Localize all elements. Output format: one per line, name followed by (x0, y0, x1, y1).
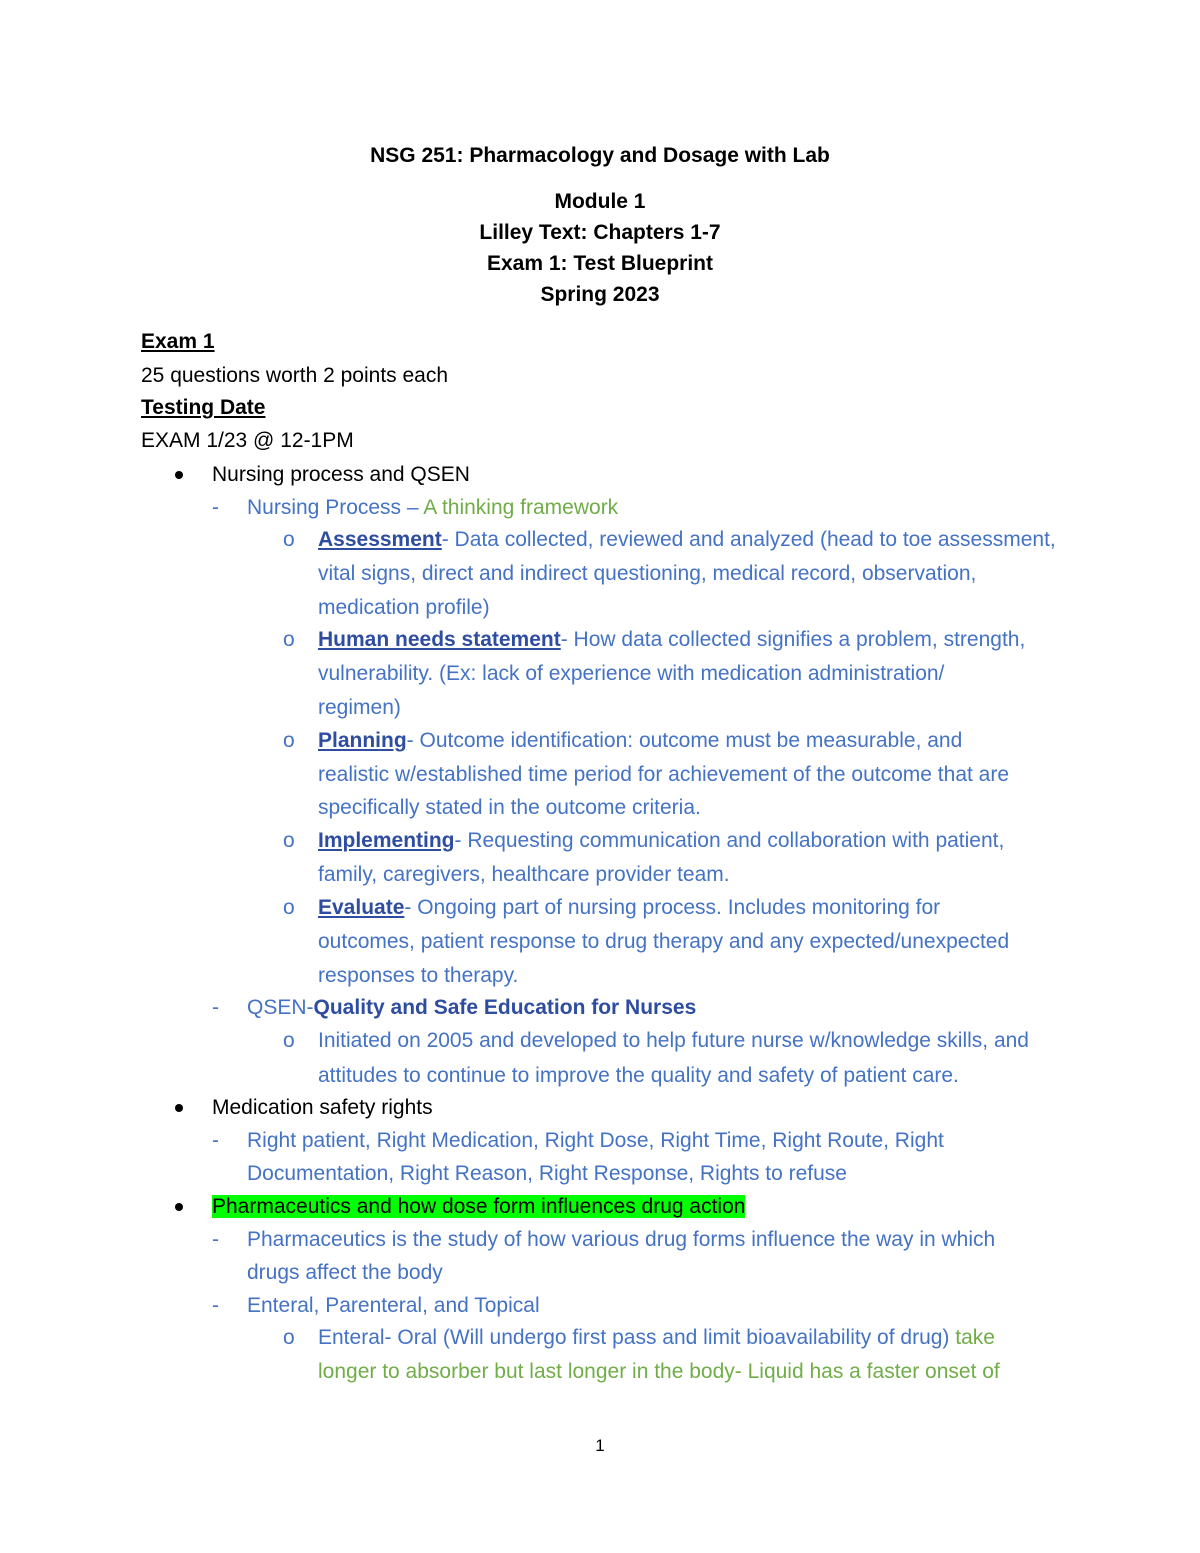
enteral-line: Enteral- Oral (Will undergo first pass and limit bioavailability of drug) take (318, 1326, 995, 1349)
planning-line-2: realistic w/established time period for achievement of the outcome that are (318, 763, 1010, 786)
pharmaceutics-def-1: Pharmaceutics is the study of how various drug forms influence the way in which (247, 1228, 996, 1251)
assessment-line: Assessment- Data collected, reviewed and analyzed (head to toe assessment, (318, 528, 1056, 551)
dash-icon: - (212, 1129, 219, 1152)
circle-bullet-icon: o (283, 528, 295, 551)
bullet-icon (175, 1203, 183, 1211)
evaluate-line-3: responses to therapy. (318, 964, 519, 987)
exam-label: Exam 1: Test Blueprint (487, 252, 713, 275)
qsen-detail-1: Initiated on 2005 and developed to help future nurse w/knowledge skills, and (318, 1029, 1029, 1052)
rights-line-1: Right patient, Right Medication, Right Dose, Right Time, Right Route, Right (247, 1129, 944, 1152)
circle-bullet-icon: o (283, 829, 295, 852)
human-needs-line-2: vulnerability. (Ex: lack of experience with medication administration/ (318, 662, 945, 685)
questions-text: 25 questions worth 2 points each (141, 364, 449, 387)
topic-nursing-process: Nursing process and QSEN (212, 463, 470, 486)
circle-bullet-icon: o (283, 1326, 295, 1349)
pharmaceutics-def-2: drugs affect the body (247, 1261, 443, 1284)
testing-date-value: EXAM 1/23 @ 12-1PM (141, 429, 354, 452)
circle-bullet-icon: o (283, 729, 295, 752)
nursing-process-line: Nursing Process – A thinking framework (247, 496, 619, 519)
rights-line-2: Documentation, Right Reason, Right Response, Rights to refuse (247, 1162, 847, 1185)
course-title: NSG 251: Pharmacology and Dosage with Lab (370, 144, 830, 167)
enteral-line-2: longer to absorber but last longer in the body- Liquid has a faster onset of (318, 1360, 1000, 1383)
term-label: Spring 2023 (540, 283, 660, 306)
planning-line: Planning- Outcome identification: outcome must be measurable, and (318, 729, 963, 752)
text-label: Lilley Text: Chapters 1-7 (479, 221, 721, 244)
dash-icon: - (212, 1228, 219, 1251)
exam-heading: Exam 1 (141, 330, 215, 353)
human-needs-line: Human needs statement- How data collected signifies a problem, strength, (318, 628, 1026, 651)
testing-date-heading: Testing Date (141, 396, 266, 419)
page-number: 1 (595, 1436, 605, 1455)
topic-pharmaceutics: Pharmaceutics and how dose form influences drug action (212, 1195, 746, 1218)
bullet-icon (175, 471, 183, 479)
evaluate-line-2: outcomes, patient response to drug therapy and any expected/unexpected (318, 930, 1010, 953)
evaluate-line: Evaluate- Ongoing part of nursing process. Includes monitoring for (318, 896, 941, 919)
assessment-line-2: vital signs, direct and indirect questioning, medical record, observation, (318, 562, 977, 585)
dash-icon: - (212, 996, 219, 1019)
implementing-line-2: family, caregivers, healthcare provider team. (318, 863, 730, 886)
circle-bullet-icon: o (283, 896, 295, 919)
qsen-detail-2: attitudes to continue to improve the quality and safety of patient care. (318, 1064, 959, 1087)
human-needs-line-3: regimen) (318, 696, 401, 719)
circle-bullet-icon: o (283, 1029, 295, 1052)
planning-line-3: specifically stated in the outcome criteria. (318, 796, 701, 819)
topic-medication-safety: Medication safety rights (212, 1096, 433, 1119)
module-label: Module 1 (554, 190, 646, 213)
qsen-line: QSEN-Quality and Safe Education for Nurses (247, 996, 697, 1019)
routes-line: Enteral, Parenteral, and Topical (247, 1294, 540, 1317)
bullet-icon (175, 1104, 183, 1112)
dash-icon: - (212, 1294, 219, 1317)
assessment-line-3: medication profile) (318, 596, 490, 619)
implementing-line: Implementing- Requesting communication and collaboration with patient, (318, 829, 1005, 852)
dash-icon: - (212, 496, 219, 519)
circle-bullet-icon: o (283, 628, 295, 651)
